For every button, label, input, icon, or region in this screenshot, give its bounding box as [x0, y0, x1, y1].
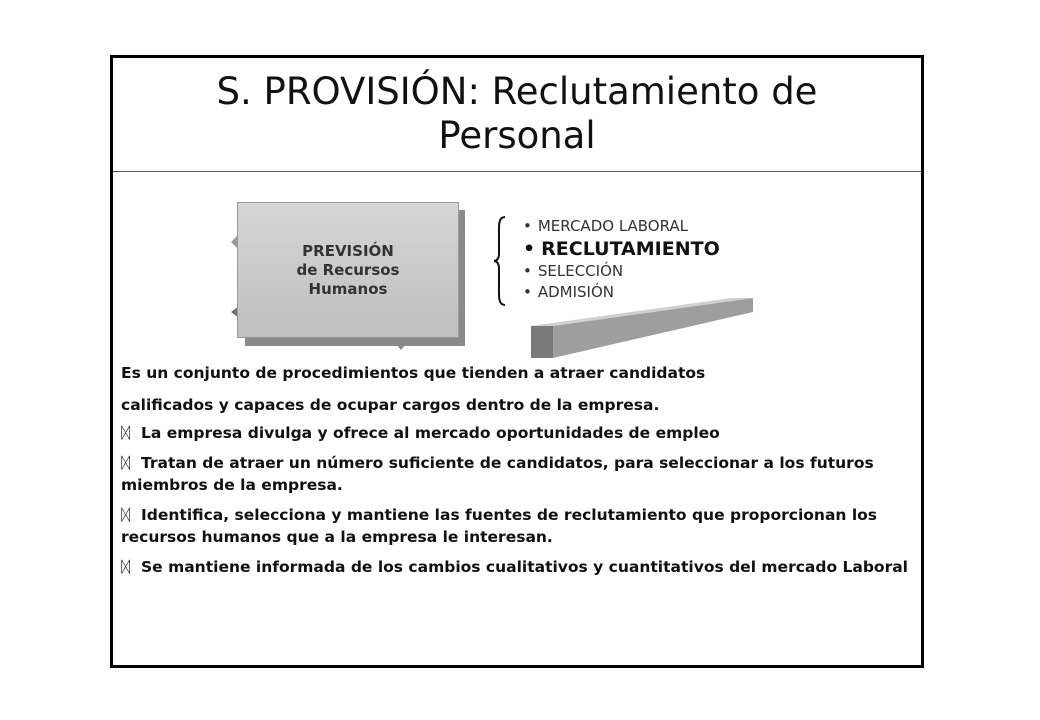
bullet-symbol-icon: ᛞ: [121, 506, 131, 524]
slide: [110, 55, 924, 668]
list-item-mercado: • MERCADO LABORAL: [523, 217, 689, 235]
list-item-reclutamiento: • RECLUTAMIENTO: [523, 238, 720, 260]
slide-title: [113, 58, 921, 172]
process-list: [523, 216, 720, 303]
bullet-item: ᛞ La empresa divulga y ofrece al mercado oportunidades de empleo: [121, 424, 720, 442]
bullet-item: ᛞ Identifica, selecciona y mantiene las fuentes de reclutamiento que proporcionan los recursos humanos que a la empresa le interesan.: [121, 506, 878, 546]
box-line-2: de Recursos: [296, 260, 400, 279]
bullet-symbol-icon: ᛞ: [121, 558, 131, 576]
bullet-symbol-icon: ᛞ: [121, 454, 131, 472]
bullet-item: ᛞ Tratan de atraer un número suficiente de candidatos, para seleccionar a los futuros miembros de la empresa.: [121, 454, 874, 494]
box-tail: [391, 338, 411, 350]
bullet-symbol-icon: ᛞ: [121, 424, 131, 442]
curly-brace-icon: [493, 216, 507, 306]
list-item-seleccion: • SELECCIÓN: [523, 262, 624, 280]
intro-line-1: Es un conjunto de procedimientos que tienden a atraer candidatos: [121, 364, 706, 382]
prevision-box: [237, 202, 459, 338]
bullet-item: ᛞ Se mantiene informada de los cambios cualitativos y cuantitativos del mercado Laboral: [121, 558, 908, 576]
box-line-3: Humanos: [308, 279, 388, 298]
list-item-admision: • ADMISIÓN: [523, 283, 615, 301]
body-text: [121, 358, 911, 586]
title-line-1: S. PROVISIÓN: Reclutamiento de: [216, 70, 818, 113]
title-line-2: Personal: [438, 114, 596, 157]
ramp-arrow-graphic: [531, 298, 771, 358]
provision-diagram: [231, 198, 791, 358]
box-line-1: PREVISIÓN: [302, 241, 394, 260]
intro-line-2: calificados y capaces de ocupar cargos dentro de la empresa.: [121, 396, 660, 414]
